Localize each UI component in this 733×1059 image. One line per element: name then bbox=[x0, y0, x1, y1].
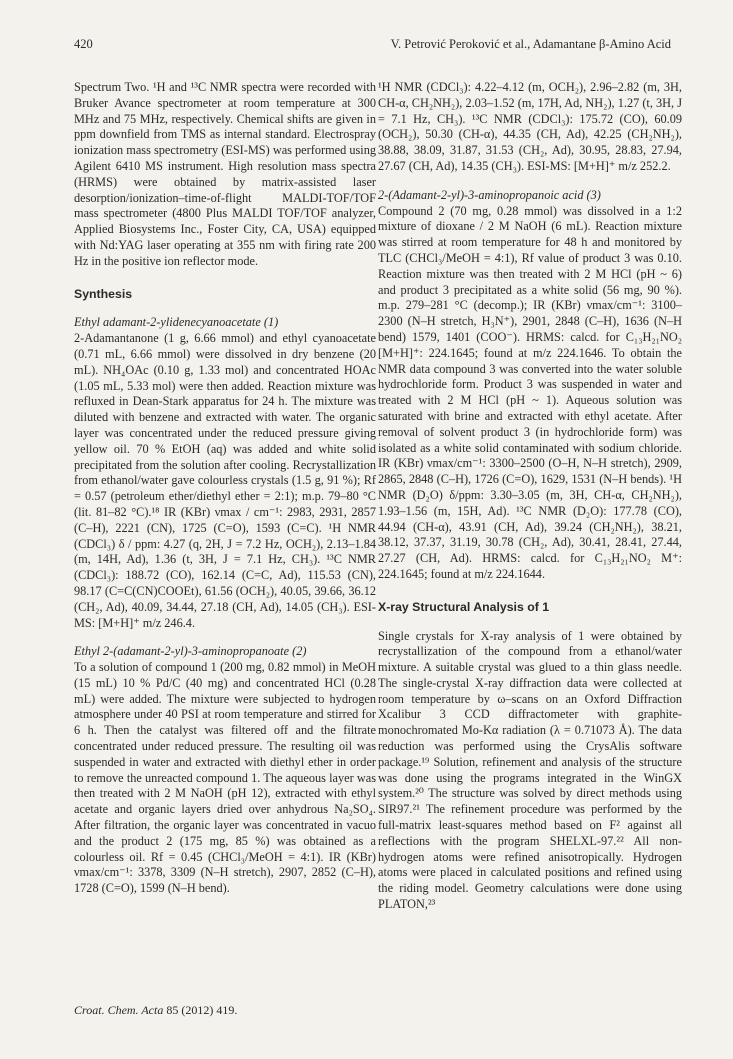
footer-journal: Croat. Chem. Acta bbox=[74, 1003, 164, 1017]
compound2-title: Ethyl 2-(adamant-2-yl)-3-aminopropanoate (2) bbox=[74, 644, 307, 659]
footer-volume: 85 (2012) 419. bbox=[166, 1003, 238, 1017]
compound1-paragraph: 2-Adamantanone (1 g, 6.66 mmol) and ethyl cyanoacetate (0.71 mL, 6.66 mmol) were dissolved in dry benzene (20 mL). NH₄OAc (0.10 g, 1.33 mol) and concentrated HOAc (1.05 mL, 5.33 mol) were then added. Reaction mixture was refluxed in Dean-Stark apparatus for 24 h. The mixture was diluted with benzene and extracted with water. The organic layer was concentrated under the reduced pressure giving yellow oil. 70 % EtOH (aq) was added and white solid precipitated from the solution after cooling. Recrystallization from ethanol/water gave colourless crystals (1.5 g, 91 %); Rf = 0.57 (petroleum ether/diethyl ether = 2:1); m.p. 79–80 °C (lit. 81–82 °C).¹⁸ IR (KBr) νmax / cm⁻¹: 2983, 2931, 2857 (C–H), 2221 (CN), 1725 (C=O), 1593 (C=C). ¹H NMR (CDCl₃) δ / ppm: 4.27 (q, 2H, J = 7.2 Hz, OCH₂), 2.13–1.84 (m, 14H, Ad), 1.36 (t, 3H, J = 7.1 Hz, CH₃). ¹³C NMR (CDCl₃): 188.72 (CO), 162.14 (C=C, Ad), 115.53 (CN), 98.17 (C=C(CN)COOEt), 61.56 (OCH₂), 40.05, 39.66, 36.12 (CH₂, Ad), 40.09, 34.44, 27.18 (CH, Ad), 14.05 (CH₃). ESI-MS: [M+H]⁺ m/z 246.4. bbox=[74, 331, 376, 630]
compound3-title: 2-(Adamant-2-yl)-3-aminopropanoic acid (3) bbox=[378, 187, 601, 202]
xray-heading: X-ray Structural Analysis of 1 bbox=[378, 599, 550, 614]
footer-citation bbox=[74, 1003, 237, 1018]
compound2-paragraph: To a solution of compound 1 (200 mg, 0.82 mmol) in MeOH (15 mL) 10 % Pd/C (40 mg) and concentrated HCl (0.28 mL) were added. The mixture were subjected to hydrogen atmosphere under 40 PSI at room temperature and stirred for 6 h. Then the catalyst was filtered off and the filtrate concentrated under reduced pressure. The resulting oil was suspended in water and extracted with diethyl ether in order to remove the unreacted compound 1. The aqueous layer was then treated with 2 M NaOH (pH 12), extracted with ethyl acetate and organic layers dried over anhydrous Na₂SO₄. After filtration, the organic layer was concentrated in vacuo and the product 2 (175 mg, 85 %) was obtained as a colourless oil. Rf = 0.45 (CHCl₃/MeOH = 4:1). IR (KBr) νmax/cm⁻¹: 3378, 3309 (N–H stretch), 2907, 2852 (C–H), 1728 (C=O), 1599 (N–H bend). bbox=[74, 660, 376, 896]
left-column bbox=[74, 80, 376, 897]
page-number: 420 bbox=[74, 37, 93, 51]
running-head: V. Petrović Peroković et al., Adamantane β-Amino Acid bbox=[390, 37, 671, 51]
right-column bbox=[378, 80, 682, 913]
compound1-title: Ethyl adamant-2-ylidenecyanoacetate (1) bbox=[74, 315, 279, 330]
compound2-nmr-paragraph: ¹H NMR (CDCl₃): 4.22–4.12 (m, OCH₂), 2.96–2.82 (m, 3H, CH-α, CH₂NH₂), 2.03–1.52 (m, 17H, Ad, NH₂), 1.27 (t, 3H, J = 7.1 Hz, CH₃). ¹³C NMR (CDCl₃): 175.72 (CO), 60.09 (OCH₂), 50.30 (CH-α), 44.35 (CH, Ad), 42.25 (CH₂NH₂), 38.88, 38.09, 31.87, 31.53 (CH₂, Ad), 30.95, 28.83, 27.94, 27.67 (CH, Ad), 14.35 (CH₃). ESI-MS: [M+H]⁺ m/z 252.2. bbox=[378, 80, 682, 173]
compound3-paragraph: Compound 2 (70 mg, 0.28 mmol) was dissolved in a 1:2 mixture of dioxane / 2 M NaOH (6 mL). Reaction mixture was stirred at room temperature for 48 h and monitored by TLC (CHCl₃/MeOH = 4:1), Rf value of product 3 was 0.10. Reaction mixture was then treated with 2 M HCl (pH ~ 6) and product 3 precipitated as a white solid (56 mg, 90 %). m.p. 279–281 °C (decomp.); IR (KBr) νmax/cm⁻¹: 3100–2300 (N–H stretch, H₃N⁺), 2901, 2848 (C–H), 1636 (N–H bend) 1579, 1401 (COO⁻). HRMS: calcd. for C₁₃H₂₁NO₂ [M+H]⁺: 224.1645; found at m/z 224.1646. To obtain the NMR data compound 3 was converted into the water soluble hydrochloride form. Product 3 was suspended in water and treated with 2 M HCl (pH ~ 1). Aqueous solution was saturated with brine and extracted with ethyl acetate. After removal of solvent product 3 (in hydrochloride form) was isolated as a white solid contaminated with sodium chloride. IR (KBr) νmax/cm⁻¹: 3300–2500 (O–H, N–H stretch), 2909, 2865, 2848 (C–H), 1726 (C=O), 1629, 1531 (N–H bends). ¹H NMR (D₂O) δ/ppm: 3.30–3.05 (m, 3H, CH-α, CH₂NH₂), 1.93–1.56 (m, 15H, Ad). ¹³C NMR (D₂O): 177.78 (CO), 44.94 (CH-α), 43.91 (CH, Ad), 39.24 (CH₂NH₂), 38.21, 38.12, 37.37, 31.19, 30.78 (CH₂, Ad), 30.41, 28.41, 27.44, 27.27 (CH, Ad). HRMS: calcd. for C₁₃H₂₁NO₂ M⁺: 224.1645; found at m/z 224.1644. bbox=[378, 203, 682, 581]
intro-paragraph: Spectrum Two. ¹H and ¹³C NMR spectra were recorded with Bruker Avance spectrometer at room temperature at 300 MHz and 75 MHz, respectively. Chemical shifts are given in ppm downfield from TMS as internal standard. Electrospray ionization mass spectrometry (ESI-MS) was performed using Agilent 6410 MS instrument. High resolution mass spectra (HRMS) were obtained by matrix-assisted laser desorption/ionization–time-of-flight MALDI-TOF/TOF mass spectrometer (4800 Plus MALDI TOF/TOF analyzer, Applied Biosystems Inc., Foster City, CA, USA) equipped with Nd:YAG laser operating at 355 nm with firing rate 200 Hz in the positive ion reflector mode. bbox=[74, 80, 376, 268]
xray-paragraph: Single crystals for X-ray analysis of 1 were obtained by recrystallization of the compound from a ethanol/water mixture. A suitable crystal was glued to a thin glass needle. The single-crystal X-ray diffraction data were collected at room temperature by ω–scans on an Oxford Diffraction Xcalibur 3 CCD diffractometer with graphite-monochromated Mo-Kα radiation (λ = 0.71073 Å). The data reduction was performed using the CrysAlis software package.¹⁹ Solution, refinement and analysis of the structure was done using the programs integrated in the WinGX system.²⁰ The structure was solved by direct methods using SIR97.²¹ The refinement procedure was performed by the full-matrix least-squares method based on F² against all reflections with the program SHELXL-97.²² All non-hydrogen atoms were refined anisotropically. Hydrogen atoms were placed in calculated positions and refined using the riding model. Geometry calculations were done using PLATON,²³ bbox=[378, 628, 682, 912]
synthesis-heading: Synthesis bbox=[74, 286, 133, 301]
